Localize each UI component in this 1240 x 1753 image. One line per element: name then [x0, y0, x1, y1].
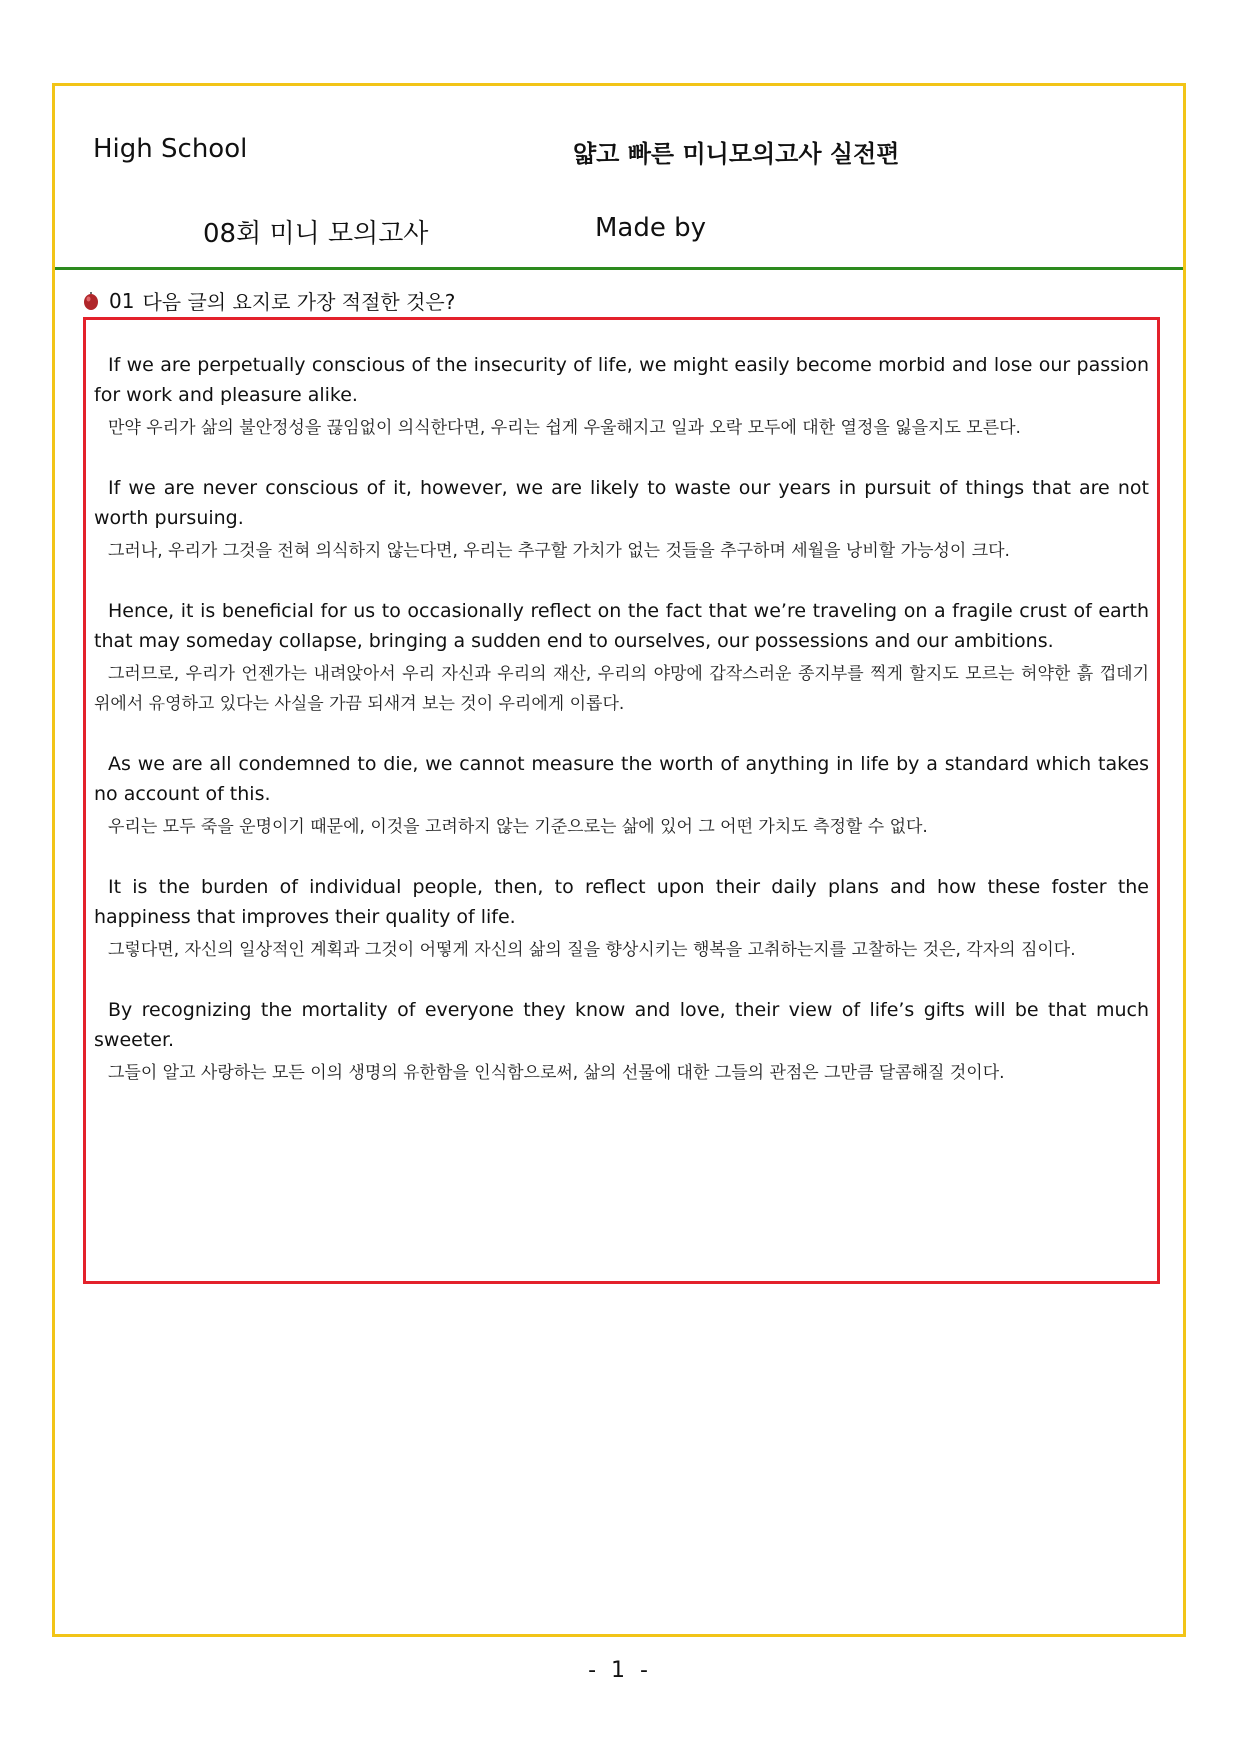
english-sentence: Hence, it is beneficial for us to occasionally reflect on the fact that we’re traveling on a fragile crust of earth that may someday collapse, bringing a sudden end to ourselves, our possessions and our ambitions.	[94, 600, 1149, 652]
series-title: 얇고 빠른 미니모의고사 실전편	[573, 140, 900, 168]
passage-paragraph	[94, 872, 1149, 965]
english-sentence: By recognizing the mortality of everyone they know and love, their view of life’s gifts will be that much sweeter.	[94, 999, 1149, 1051]
passage-paragraph	[94, 995, 1149, 1088]
english-sentence: If we are perpetually conscious of the insecurity of life, we might easily become morbid and lose our passion for work and pleasure alike.	[94, 354, 1149, 406]
korean-translation: 그들이 알고 사랑하는 모든 이의 생명의 유한함을 인식함으로써, 삶의 선물에 대한 그들의 관점은 그만큼 달콤해질 것이다.	[108, 1063, 1005, 1083]
test-title: 08회 미니 모의고사	[203, 219, 429, 249]
passage-paragraph	[94, 473, 1149, 566]
question-prompt: 다음 글의 요지로 가장 적절한 것은?	[142, 290, 456, 314]
english-sentence: It is the burden of individual people, then, to reflect upon their daily plans and how these foster the happiness that improves their quality of life.	[94, 876, 1149, 928]
korean-translation: 만약 우리가 삶의 불안정성을 끊임없이 의식한다면, 우리는 쉽게 우울해지고 일과 오락 모두에 대한 열정을 잃을지도 모른다.	[108, 418, 1021, 438]
page-frame	[52, 83, 1186, 1637]
question-number: 01	[109, 288, 135, 313]
red-ball-icon	[83, 291, 99, 311]
school-label: High School	[93, 134, 248, 164]
passage-paragraph	[94, 350, 1149, 443]
question-line	[83, 286, 455, 315]
korean-translation: 우리는 모두 죽을 운명이기 때문에, 이것을 고려하지 않는 기준으로는 삶에 있어 그 어떤 가치도 측정할 수 없다.	[108, 817, 928, 837]
passage-box	[83, 317, 1160, 1284]
korean-translation: 그러나, 우리가 그것을 전혀 의식하지 않는다면, 우리는 추구할 가치가 없는 것들을 추구하며 세월을 낭비할 가능성이 크다.	[108, 541, 1010, 561]
korean-translation: 그러므로, 우리가 언젠가는 내려앉아서 우리 자신과 우리의 재산, 우리의 야망에 갑작스러운 종지부를 찍게 할지도 모르는 허약한 흙 껍데기 위에서 유영하고 있다는 사실을 가끔 되새겨 보는 것이 우리에게 이롭다.	[94, 664, 1149, 714]
korean-translation: 그렇다면, 자신의 일상적인 계획과 그것이 어떻게 자신의 삶의 질을 향상시키는 행복을 고취하는지를 고찰하는 것은, 각자의 짐이다.	[108, 940, 1076, 960]
passage-paragraph	[94, 749, 1149, 842]
passage-paragraph	[94, 596, 1149, 719]
english-sentence: If we are never conscious of it, however, we are likely to waste our years in pursuit of things that are not worth pursuing.	[94, 477, 1149, 529]
made-by-label: Made by	[595, 213, 707, 243]
page-number: - 1 -	[588, 1658, 652, 1683]
english-sentence: As we are all condemned to die, we cannot measure the worth of anything in life by a standard which takes no account of this.	[94, 753, 1149, 805]
header	[55, 86, 1183, 270]
